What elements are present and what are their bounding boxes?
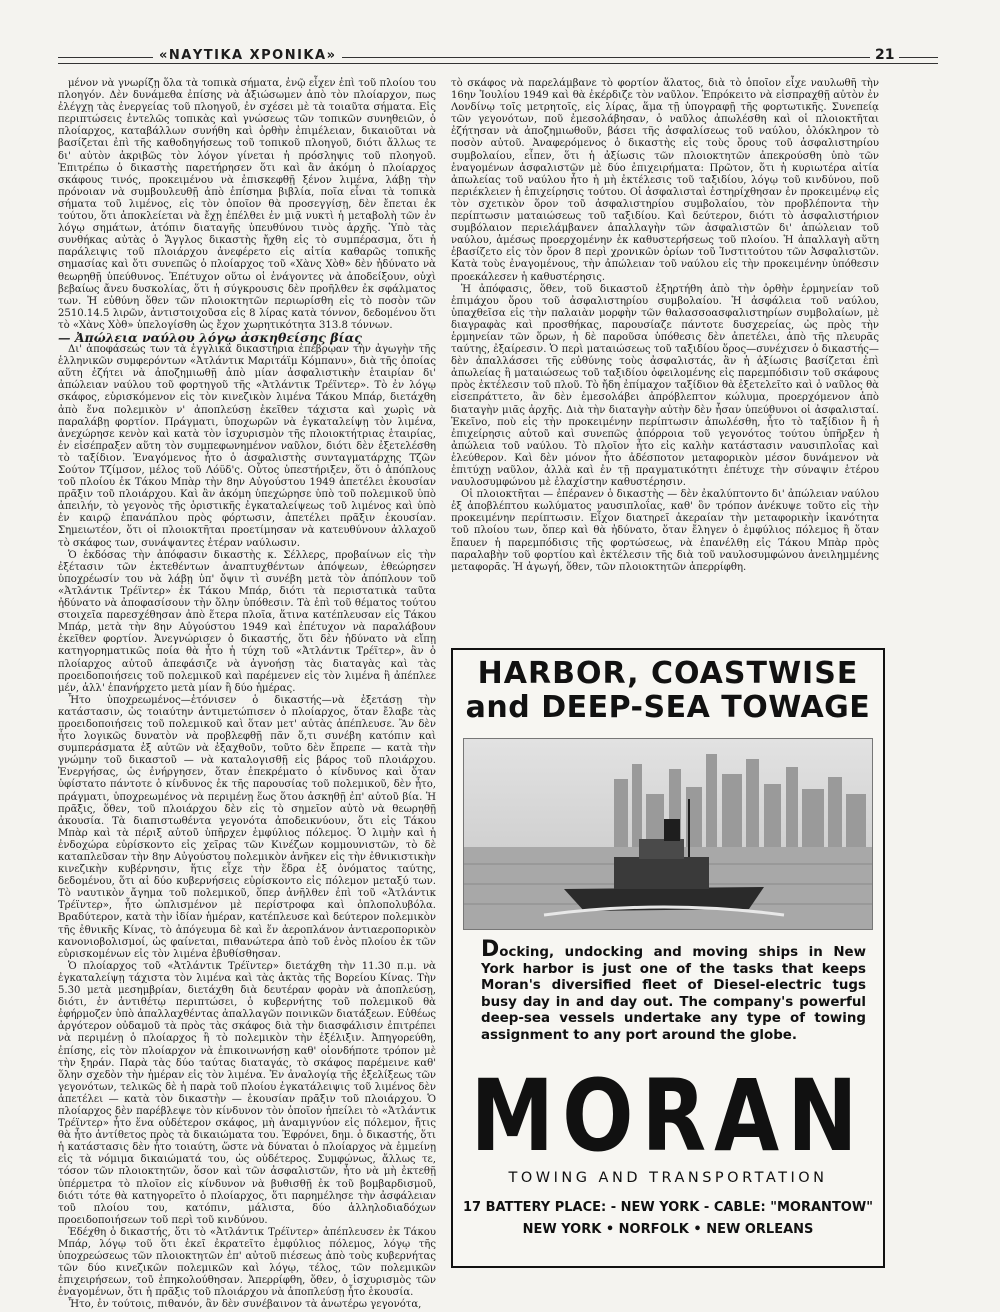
ad-offices: NEW YORK • NORFOLK • NEW ORLEANS bbox=[522, 1222, 814, 1237]
page-header bbox=[58, 48, 938, 70]
paragraph: Ἡ ἀπόφασις, ὅθεν, τοῦ δικαστοῦ ἐξηρτήθη ἀπὸ τὴν ὀρθὴν ἑρμηνείαν τοῦ ἐπιμάχου ὅρου τοῦ ἀσφαλιστηρίου συμβολαίου. Ἡ ἀσφάλεια τοῦ ναύλου, ὑπαχθεῖσα εἰς τὴν παλαιὰν μορφὴν τῶν θαλασσοασφαλιστηρίων συμβολαίων, μὲ διαγραφὰς καὶ προσθήκας, παρουσίαζε πάντοτε δυσχερείας, ὡς πρὸς τὴν ἑρμηνείαν τῶν ὅρων, ἡ δὲ παροῦσα ὑπόθεσις δὲν ἀπετέλει, ἀπὸ τῆς πλευρᾶς ταύτης, ἐξαίρεσιν. Ὁ περὶ ματαιώσεως τοῦ ταξιδίου ὅρος—συνέχισεν ὁ δικαστής—δὲν ἀπαλλάσσει τῆς εὐθύνης τοὺς ἀσφαλιστάς, ἂν ἡ ἀξίωσις βασίζεται ἐπὶ ἀπωλείας ἢ ματαιώσεως τοῦ ταξιδίου ὀφειλομένης εἰς παρεμπόδισιν τοῦ σκάφους πρὸς ἐκτέλεσιν τοῦ πλοῦ. Τὸ ἤδη ἐπίμαχον ταξίδιον θὰ ἐξετελεῖτο καὶ ὁ ναῦλος θὰ εἰσεπράττετο, ἂν δὲν ἐμεσολάβει ἀπρόβλεπτον κώλυμα, προερχόμενον ἀπὸ διαταγὴν μιᾶς ἀρχῆς. Διὰ τὴν διαταγὴν αὐτὴν δὲν ἦσαν ὑπεύθυνοι οἱ ἀσφαλισταί. Ἐκεῖνο, ποὺ εἰς τὴν προκειμένην περίπτωσιν ἀπωλέσθη, ἦτο τὸ ταξίδιον ἢ ἡ ἐπιχείρησις αὐτοῦ καὶ συνεπῶς ἀπόρροια τοῦ γεγονότος τούτου ὑπῆρξεν ἡ ἀπώλεια τοῦ ναύλου. Τὸ πλοῖον ἦτο εἰς καλὴν κατάστασιν ναυσιπλοΐας καὶ ἐλεύθερον. Καὶ δὲν μόνον ἦτο ἀδέσποτον μεταφορικὸν μέσον δυνάμενον νὰ ἐπιτύχῃ ναῦλον, ἀλλὰ καὶ ἐν τῇ πραγματικότητι ἐπέτυχε τὴν σύναψιν ἑτέρου ναυλοσυμφώνου μὲ ἐλαχίστην καθυστέρησιν. bbox=[451, 283, 879, 489]
right-column bbox=[451, 78, 879, 638]
paragraph: τὸ σκάφος νὰ παρελάμβανε τὸ φορτίον ἅλατος, διὰ τὸ ὁποῖον εἶχε ναυλωθῆ τὴν 16ην Ἰουλίου 1949 καὶ θὰ ἐκέρδιζε τὸν ναῦλον. Ἐπρόκειτο νὰ εἰσπραχθῇ αὐτὸν ἐν Λονδίνῳ τοῖς μετρητοῖς, εἰς λίρας, ἅμα τῇ ὑπογραφῇ τῆς φορτωτικῆς. Συνεπείᾳ τῶν γεγονότων, ποῦ ἐμεσολάβησαν, ὁ ναῦλος ἀπωλέσθη καὶ οἱ πλοιοκτῆται ἐζήτησαν νὰ ἀποζημιωθοῦν, βάσει τῆς ἀσφαλίσεως τοῦ ναύλου, ὁλόκληρον τὸ ποσὸν αὐτοῦ. Ἀναφερόμενος ὁ δικαστὴς εἰς τοὺς ὅρους τοῦ ἀσφαλιστηρίου συμβολαίου, εἶπεν, ὅτι ἡ ἀξίωσις τῶν πλοιοκτητῶν ἀπεκρούσθη ὑπὸ τῶν ἐναγομένων ἀσφαλιστῶν μὲ δύο ἐπιχειρήματα: Πρῶτον, ὅτι ἡ κυριωτέρα αἰτία ἀπωλείας τοῦ ναύλου ἦτο ἡ μὴ ἐκτέλεσις τοῦ ταξιδίου, λόγῳ τοῦ κινδύνου, ποῦ περιέκλειεν ἡ ἐπιχείρησις τούτου. Οἱ ἀσφαλισταὶ ἐστηρίχθησαν ἐν προκειμένῳ εἰς τὸν σχετικὸν ὅρον τοῦ ἀσφαλιστηρίου συμβολαίου, τὸν προβλέποντα τὴν περίπτωσιν ματαιώσεως τοῦ ταξιδίου. Καὶ δεύτερον, διότι τὸ ἀσφαλιστήριον συμβόλαιον περιελάμβανεν ἀπαλλαγὴν τῶν ἀσφαλιστῶν δι' ἀπώλειαν τοῦ ναύλου, ἀμέσως προερχομένην ἐκ καθυστερήσεως τοῦ πλοίου. Ἡ ἀπαλλαγὴ αὕτη ἐβασίζετο εἰς τὸν ὅρον 8 περὶ χρονικῶν ὁρίων τοῦ Ἰνστιτούτου τῶν Ἀσφαλιστῶν. Κατὰ τοὺς ἐναγομένους, τὴν ἀπώλειαν τοῦ ναύλου εἰς τὴν προκειμένην ὑπόθεσιν προεκάλεσεν ἡ καθυστέρησις. bbox=[451, 78, 879, 283]
section-heading: — Ἀπώλεια ναύλου λόγῳ ἀσκηθείσης βίας bbox=[58, 329, 362, 345]
page-number: 21 bbox=[870, 47, 899, 63]
paragraph: Ἦτο, ἐν τούτοις, πιθανόν, ἂν δὲν συνέβαινον τὰ ἀνωτέρω γεγονότα, bbox=[68, 1299, 422, 1311]
tugboat-photo bbox=[463, 738, 873, 930]
ad-headline: HARBOR, COASTWISE bbox=[477, 656, 859, 691]
paragraph: Ὁ ἐκδόσας τὴν ἀπόφασιν δικαστὴς κ. Σέλλερς, προβαίνων εἰς τὴν ἐξέτασιν τῶν ἐκτεθέντων ἀναπτυχθέντων ἀπόψεων, ἐθεώρησεν ὑποχρέωσίν του νὰ λάβῃ ὑπ' ὄψιν τὶ συνέβη μετὰ τὸν ἀπόπλουν τοῦ «Ἀτλάντικ Τρέϊντερ» ἐκ Τάκου Μπάρ, διότι τὰ περιστατικὰ ταῦτα ἠδύνατο νὰ ἀποφασίσουν τὴν ὅλην ὑπόθεσιν. Τὰ ἐπὶ τοῦ θέματος τούτου στοιχεῖα παρεσχέθησαν ἀπὸ ἕτερα πλοῖα, ἅτινα κατέπλευσαν εἰς Τάκου Μπάρ, μετὰ τὴν 8ην Αὐγούστου 1949 καὶ ἐπέτυχον νὰ παραλάβουν ἐκεῖθεν φορτίον. Ἀνεγνώρισεν ὁ δικαστής, ὅτι δὲν ἠδύνατο νὰ εἴπῃ κατηγορηματικῶς ποία θὰ ἦτο ἡ τύχη τοῦ «Ἀτλάντικ Τρέϊτερ», ἂν ὁ πλοίαρχος αὐτοῦ ἀπεφάσιζε νὰ ἀγνοήσῃ τὰς διαταγὰς καὶ τὰς προειδοποιήσεις τοῦ πολεμικοῦ καὶ παρέμενεν εἰς τὸν λιμένα ἢ ἀπέπλεε μέν, ἀλλ' ἐπανήρχετο μετὰ μίαν ἢ δύο ἡμέρας. bbox=[58, 549, 436, 694]
ad-address: 17 BATTERY PLACE: - NEW YORK - CABLE: "MORANTOW" bbox=[463, 1200, 873, 1215]
paragraph: Δι' ἀποφάσεώς των τὰ ἐγγλικὰ δικαστήρια ἐπέβρῳαν τὴν ἀγωγὴν τῆς ἑλληνικῶν συμφερόντων «Ἀτλάντικ Μαριτάϊμ Κόμπανυ», διὰ τῆς ὁποίας αὕτη ἐζήτει νὰ ἀποζημιωθῇ ἀπὸ μίαν ἀσφαλιστικὴν ἑταιρίαν δι' ἀπώλειαν ναύλου τοῦ φορτηγοῦ τῆς «Ἀτλάντικ Τρέϊντερ». Τὸ ἐν λόγῳ σκάφος, εὑρισκόμενον εἰς τὸν κινεζικὸν λιμένα Τάκου Μπάρ, διετάχθη ἀπὸ ἕνα πολεμικὸν ν' ἀποπλεύσῃ ἐκεῖθεν τάχιστα καὶ χωρὶς νὰ παραλάβῃ φορτίον. Πράγματι, ὑποχωρῶν νὰ ἐγκαταλείψῃ τὸν λιμένα, ἀνεχώρησε κενὸν καὶ κατὰ τὸν ἰσχυρισμὸν τῆς πλοιοκτήτριας ἑταιρίας, ἐν εἰσέπραξεν αὕτη τὸν συμπεφωνημένον ναῦλον, διότι δὲν ἐξετελέσθη τὸ ταξίδιον. Ἐναγόμενος ἦτο ὁ ἀσφαλιστὴς συνταγματάρχης Τζῶν Σούτον Τζίμσον, μέλος τοῦ Λόϋδ'ς. Οὗτος ὑπεστήριξεν, ὅτι ὁ ἀπόπλους τοῦ πλοίου ἐκ Τάκου Μπὰρ τὴν 8ην Αὐγούστου 1949 ἀπετέλει ἑκουσίαν πρᾶξιν τοῦ πλοιάρχου. Καὶ ἂν ἀκόμη ὑπεχώρησε ὑπὸ τοῦ πολεμικοῦ ὑπὸ ἀπειλήν, τὸ γεγονὸς τῆς ὁριστικῆς ἐγκαταλείψεως τοῦ λιμένος καὶ ὑπὸ ἐν καιρῷ ἐπανάπλου πρὸς φόρτωσιν, ἀπετέλει πρᾶξιν ἑκουσίαν. Σημειωτέον, ὅτι οἱ πλοιοκτῆται προετίμησαν νὰ κατευθύνουν ἀλλαχοῦ τὸ σκάφος των, συνάψαντες ἑτέραν ναύλωσιν. bbox=[58, 344, 436, 549]
moran-advertisement bbox=[451, 648, 885, 1268]
paragraph: μένον νὰ γνωρίζῃ ὅλα τὰ τοπικὰ σήματα, ἐνῷ εἶχεν ἐπὶ τοῦ πλοίου του πλοηγόν. Δὲν δυνάμεθα ἐπίσης νὰ ἀξιώσωμεν ἀπὸ τὸν πλοίαρχον, πως ἐλέγχῃ τὰς ἐνεργείας τοῦ πλοηγοῦ, ἐν σχέσει μὲ τὰ τοιαῦτα σήματα. Εἰς περιπτώσεις ἐντελῶς τοπικὰς καὶ γνώσεως τῶν τοπικῶν συνηθειῶν, ὁ πλοίαρχος, καταβάλλων συνήθη καὶ ὀρθὴν ἐπιμέλειαν, δικαιοῦται νὰ βασίζεται ἐπὶ τῆς καθοδηγήσεως τοῦ τοπικοῦ πλοηγοῦ, διότι ἄλλως τε δι' αὐτὸν ἀκριβῶς τὸν λόγον γίνεται ἡ πρόσληψις τοῦ πλοηγοῦ. Ἐπιτρέπω ὁ δικαστὴς παρετήρησεν ὅτι καὶ ἂν ἀκόμη ὁ πλοίαρχος σκάφους τινός, προκειμένου νὰ ἐπισκεφθῇ ξένον λιμένα, λάβῃ τὴν πρόνοιαν νὰ συμβουλευθῇ ἀπὸ ἐπίσημα βιβλία, ποῖα εἶναι τὰ τοπικὰ σήματα τοῦ λιμένος, εἰς τὸν ὁποῖον θὰ προσεγγίσῃ, δὲν ἔπεται ἐκ τούτου, ὅτι ἀποκλείεται νὰ ἔχῃ ἐπέλθει ἐν μιᾷ νυκτὶ ἡ μεταβολὴ τῶν ἐν λόγῳ σημάτων, ἀτόπιν διαταγῆς ὑπευθύνου τινὸς ἀρχῆς. Ὑπὸ τὰς συνθήκας αὐτὰς ὁ Ἄγγλος δικαστὴς ἤχθη εἰς τὸ συμπέρασμα, ὅτι ἡ παράλειψις τοῦ πλοιάρχου ἀνεφέρετο εἰς αἰτία καθαρῶς τοπικῆς σημασίας καὶ ὅτι συνεπῶς ὁ πλοίαρχος τοῦ «Χὰνς Χὸθ» δὲν ἠδύνατο νὰ θεωρηθῇ ὑπεύθυνος. Ἐπέτυχον οὕτω οἱ ἐνάγοντες νὰ ἀποδείξουν, οὐχὶ βεβαίως ἄνευ δυσκολίας, ὅτι ἡ σύγκρουσις δὲν προῆλθεν ἐκ σφάλματος των. Ἡ εὐθύνη ὅθεν τῶν πλοιοκτητῶν περιωρίσθη εἰς τὸ ποσὸν τῶν 2510.14.5 λιρῶν, ἀντιστοιχοῦσα εἰς 8 λίρας κατὰ τόννον, δεδομένου ὅτι τὸ «Χὰνς Χὸθ» ὑπελογίσθη ὡς ἔχον χωρητικότητα 313.8 τόννων. bbox=[58, 78, 436, 331]
paragraph: Οἱ πλοιοκτῆται — ἐπέρανεν ὁ δικαστὴς — δὲν ἐκαλύπτοντο δι' ἀπώλειαν ναύλου ἐξ ἀποβλέπτου κωλύματος ναυσιπλοΐας, καθ' ὃν τρόπον ἀνέκυψε τοῦτο εἰς τὴν προκειμένην περίπτωσιν. Εἶχον διατηρεῖ ἀκεραίαν τὴν μεταφορικὴν ἱκανότητα τοῦ πλοίου των, ὅπερ καὶ θὰ ἠδύνατο, ὅταν ἔληγεν ὁ ἐμφύλιος πόλεμος ἢ ὅταν ἔπαυεν ἡ παρεμπόδισις τῆς φορτώσεως, νὰ ἐπανέλθῃ εἰς Τάκου Μπὰρ πρὸς παραλαβὴν τοῦ φορτίου καὶ ἐκτέλεσιν τῆς διὰ τοῦ ναυλοσυμφώνου ἀνειλημμένης μεταφορᾶς. Ἡ ἀγωγή, ὅθεν, τῶν πλοιοκτητῶν ἀπερρίφθη. bbox=[451, 489, 879, 573]
ad-body-text: Docking, undocking and moving ships in New York harbor is just one of the tasks that keeps Moran's diversified fleet of Diesel-electric tugs busy day in and day out. The company's powerful deep-sea vessels undertake any type of towing assignment to any port around the globe. bbox=[481, 937, 866, 1043]
tugboat-illustration bbox=[464, 739, 872, 929]
paragraph: Ὁ πλοίαρχος τοῦ «Ἀτλάντικ Τρέϊντερ» διετάχθη τὴν 11.30 π.μ. νὰ ἐγκαταλείψῃ τάχιστα τὸν λιμένα καὶ τὰς ἀκτὰς τῆς Βορείου Κίνας. Τὴν 5.30 μετὰ μεσημβρίαν, διετάχθη διὰ δευτέραν φορὰν νὰ ἀποπλεύσῃ, διότι, ἐν ἀντιθέτῳ περιπτώσει, ὁ κυβερνήτης τοῦ πολεμικοῦ θὰ ἐφήρμοζεν ὑπὸ ἀπαλλαχθέντας ἀπαλλαγῶν ποινικῶν διατάξεων. Εὐθέως ἀργότερον οὐδαμοῦ τὰ πρὸς τὰς σκάφος διὰ τὴν διασφάλισιν ἐπιτρέπει νὰ περιμένῃ ὁ πλοίαρχος ἢ τὸ πολεμικὸν τὴν ἐξέλιξιν. Ἀπηγορεύθη, ἐπίσης, εἰς τὸν πλοίαρχον νὰ ἐπικοινωνήσῃ καθ' οἱονδήποτε τρόπον μὲ τὴν ξηράν. Παρὰ τὰς δύο ταύτας διαταγάς, τὸ σκάφος παρέμεινε καθ' ὅλην σχεδὸν τὴν ἡμέραν εἰς τὸν λιμένα. Ἐν ἀναλογίᾳ τῆς ἐξελίξεως τῶν γεγονότων, τελικῶς δὲ ἡ παρὰ τοῦ πλοίου ἐγκατάλειψις τοῦ λιμένος δὲν ἀπετέλει — κατὰ τὸν δικαστὴν — ἑκουσίαν πρᾶξιν τοῦ πλοιάρχου. Ὁ πλοίαρχος δὲν παρέβλεψε τὸν κίνδυνον τὸν ὁποῖον ἠπείλει τὸ «Ἀτλάντικ Τρέϊντερ» ἦτο ἕνα οὐδέτερον σκάφος, μὴ ἀναμιγνύον εἰς πόλεμον, ἤτις θὰ ἦτο ἀντίθετος πρὸς τὰ δικαιώματα του. Ἐφρόνει, δημ. ὁ δικαστής, ὅτι ἡ κατάστασις δὲν ἦτο τοιαύτη, ὥστε νὰ δύναται ὁ πλοίαρχος νὰ ἐμμείνῃ εἰς τὰ νόμιμα δικαιώματά του, ὡς οὐδέτερος. Συμφώνως, ἄλλως τε, τόσον τῶν πλοιοκτητῶν, ὅσον καὶ τῶν ἀσφαλιστῶν, ἦτο νὰ μὴ ἐκτεθῇ ὑπέρμετρα τὸ πλοῖον εἰς κίνδυνον νὰ βυθισθῇ ἐκ τοῦ βομβαρδισμοῦ, διότι τότε θὰ κατηγορεῖτο ὁ πλοίαρχος, ὅτι παρημέλησε τὴν ἀσφάλειαν τοῦ πλοίου του, κατόπιν, μάλιστα, δύο ἀλληλοδιαδόχων προειδοποιήσεων τοῦ περὶ τοῦ κινδύνου. bbox=[58, 960, 436, 1226]
paragraph: Ἦτο ὑποχρεωμένος—ἐτόνισεν ὁ δικαστής—νὰ ἐξετάσῃ τὴν κατάστασιν, ὡς τοιαύτην ἀντιμετώπισεν ὁ πλοίαρχος, ὅταν ἔλαβε τὰς προειδοποιήσεις τοῦ πολεμικοῦ καὶ ὅταν μετ' αὐτὰς ἀπέπλευσε. Ἂν δὲν ἦτο λογικῶς δυνατὸν νὰ προβλεφθῇ πᾶν ὅ,τι συνέβη κατόπιν καὶ συμπεράσματα ἐξ αὐτῶν νὰ ἐξαχθοῦν, τοῦτο δὲν ἔπρεπε — κατὰ τὴν γνώμην τοῦ δικαστοῦ — νὰ καταλογισθῇ εἰς βάρος τοῦ πλοιάρχου. Ἐνεργήσας, ὡς ἐνήργησεν, ὅταν ἐπεκρέματο ὁ κίνδυνος καὶ ὅταν ὑφίστατο πάντοτε ὁ κίνδυνος ἐκ τῆς παρουσίας τοῦ πολεμικοῦ, δὲν ἦτο, πράγματι, ὑποχρεωμένος νὰ περιμένῃ ἕως ὅτου ἀσκηθῇ ἐπ' αὐτοῦ βία. Ἡ πρᾶξις, ὅθεν, τοῦ πλοιάρχου δὲν εἰς τὸ σημεῖον αὐτὸ νὰ θεωρηθῇ ἀκουσία. Τὰ διαπιστωθέντα γεγονότα ἀποδεικνύουν, ὅτι εἰς Τάκου Μπὰρ καὶ τὰ πέριξ αὐτοῦ ὑπῆρχεν ἐμφύλιος πόλεμος. Ὁ λιμὴν καὶ ἡ ἐνδοχώρα εὑρίσκοντο εἰς χεῖρας τῶν Κινέζων κομμουνιστῶν, τὸ δὲ καταπλεῦσαν τὴν 8ην Αὐγούστου πολεμικὸν ἀνῆκεν εἰς τὴν ἐθνικιστικὴν κινεζικὴν κυβέρνησιν, ἥτις εἶχε τὴν ἕδρα ἐξ ὀνόματος ταύτης, δεδομένου, ὅτι αἱ δύο κυβερνήσεις εὑρίσκοντο εἰς πόλεμον μεταξύ των. Τὸ ναυτικὸν ἄγημα τοῦ πολεμικοῦ, ὅπερ ἀνῆλθεν ἐπὶ τοῦ «Ἀτλάντικ Τρέϊντερ», ἦτο ὡπλισμένον μὲ περίστροφα καὶ ὁπλοπολυβόλα. Βραδύτερον, κατὰ τὴν ἰδίαν ἡμέραν, κατέπλευσε καὶ δεύτερον πολεμικὸν τῆς ἐθνικῆς Κίνας, τὸ ἀπόγευμα δὲ καὶ ἕν ἀεροπλάνον ἀντιαεροπορικὸν κανονιοβολισμοί, ὡς φαίνεται, πιθανώτερα ἀπὸ τοῦ ἑνὸς πλοίου ἐκ τῶν εὑρισκομένων εἰς τὸν λιμένα ἐβυθίσθησαν. bbox=[58, 694, 436, 960]
ad-headline-2: and DEEP-SEA TOWAGE bbox=[465, 690, 871, 725]
ad-subtitle: TOWING AND TRANSPORTATION bbox=[508, 1170, 828, 1186]
paragraph: Ἐδέχθη ὁ δικαστής, ὅτι τὸ «Ἀτλάντικ Τρέϊντερ» ἀπέπλευσεν ἐκ Τάκου Μπάρ, λόγῳ τοῦ ὅτι ἐκεῖ ἐκρατεῖτο ἐμφύλιος πόλεμος, λόγῳ τῆς ὑποχρεώσεως τῶν πλοιοκτητῶν ἐπ' αὐτοῦ πιέσεως ἀπὸ τοὺς κυβερνήτας τῶν δύο κινεζικῶν πολεμικῶν καὶ λόγῳ, τέλος, τῶν πολεμικῶν ἐπιχειρήσεων, τοῦ ἐπηκολούθησαν. Ἀπερρίφθη, ὅθεν, ὁ ἰσχυρισμὸς τῶν ἐναγομένων, ὅτι ἡ πρᾶξις τοῦ πλοιάρχου νὰ ἀποπλεύσῃ ἦτο ἑκουσία. bbox=[58, 1226, 436, 1299]
journal-title: «ΝΑΥΤΙΚΑ ΧΡΟΝΙΚΑ» bbox=[153, 48, 342, 63]
moran-logo: MORAN bbox=[470, 1058, 866, 1174]
left-column bbox=[58, 78, 436, 1311]
